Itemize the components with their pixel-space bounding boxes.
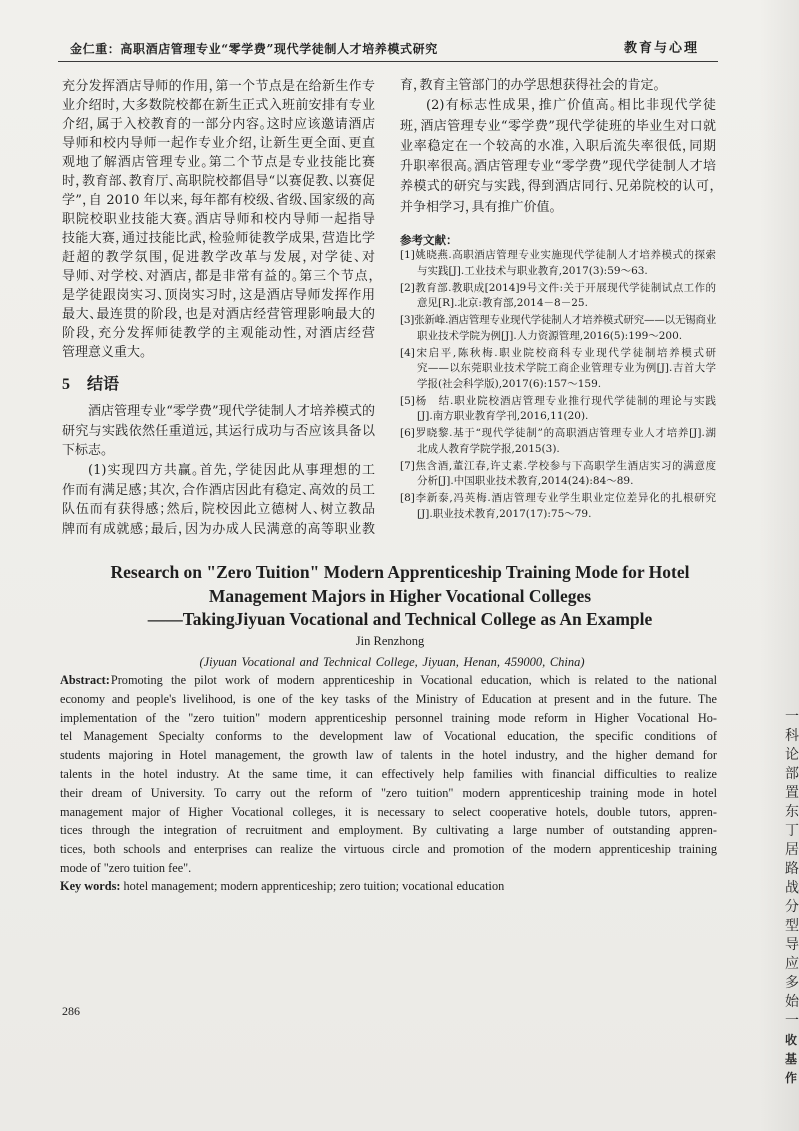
body-text-line: 升职率很高。酒店管理专业“零学费”现代学徒制人才培 bbox=[400, 159, 716, 175]
running-title: 金仁重：高职酒店管理专业“零学费”现代学徒制人才培养模式研究 bbox=[70, 42, 438, 56]
english-affiliation: (Jiyuan Vocational and Technical College, Jiyuan, Henan, 459000, China) bbox=[199, 655, 585, 669]
english-subtitle-line: ——TakingJiyuan Vocational and Technical College as An Example bbox=[147, 609, 653, 629]
keywords-label: Key words: bbox=[60, 879, 121, 893]
body-text-line: 阶段，充分发挥师徒教学的主观能动性，对酒店经营 bbox=[62, 326, 375, 341]
reference-line: [J].职业技术教育,2017(17):75～79. bbox=[417, 507, 592, 520]
english-author: Jin Renzhong bbox=[355, 634, 425, 648]
keywords-text: hotel management; modern apprenticeship; zero tuition; vocational education bbox=[123, 879, 505, 893]
body-text-line: 导师和校内导师一起作专业介绍，让新生更全面、更直 bbox=[62, 136, 375, 151]
reference-line: [1]姚晓燕.高职酒店管理专业实施现代学徒制人才培养模式的探索 bbox=[400, 249, 716, 261]
reference-line: [J].南方职业教育学刊,2016,11(20). bbox=[417, 410, 589, 422]
body-text-line: (1)实现四方共赢。首先，学徒因此从事理想的工 bbox=[88, 463, 375, 478]
reference-line: 究——以东莞职业技术学院工商企业管理专业为例[J].吉首大学 bbox=[417, 362, 716, 374]
abstract-line: tices, both schools and enterprises can realize the virtuous circle and promotion of the modern apprenticeship training bbox=[60, 842, 717, 857]
english-keywords bbox=[60, 877, 717, 896]
reference-line: 职业技术学院为例[J].人力资源管理,2016(5):199～200. bbox=[417, 329, 683, 342]
reference-line: [8]李新泰,冯英梅.酒店管理专业学生职业定位差异化的扎根研究 bbox=[400, 492, 716, 504]
abstract-line: talents in the hotel industry. At the same time, it can effectively help families with financial difficulties to realize bbox=[60, 766, 717, 781]
abstract-line: economy and people's livelihood, is one of the key tasks of the Ministry of Education at present and in the future. The bbox=[60, 691, 717, 706]
body-text-line: 队伍而有获得感；然后，院校因此立德树人、树立教品 bbox=[62, 502, 375, 518]
body-text-line: 最大、最连贯的阶段，也是对酒店经营管理影响最大的 bbox=[62, 307, 375, 322]
body-text-line: 赶超的教学氛围，促进教学改革与发展，对学徒、对 bbox=[62, 250, 375, 265]
abstract-line: students majoring in Hotel management, the growth law of talents in the hotel industry, and the higher demand for bbox=[60, 748, 717, 763]
facing-page-edge-glyph: 导 bbox=[785, 937, 799, 953]
reference-line: 分析[J].中国职业技术教育,2014(24):84～89. bbox=[417, 475, 634, 487]
body-paragraph bbox=[62, 461, 375, 539]
reference-line: 学报(社会科学版),2017(6):157～159. bbox=[417, 377, 602, 390]
facing-page-edge-glyph: 置 bbox=[785, 785, 799, 801]
body-text-line: 并争相学习，具有推广价值。 bbox=[400, 199, 557, 215]
facing-page-edge-glyph: 论 bbox=[785, 747, 799, 763]
facing-page-edge-glyph: 型 bbox=[785, 918, 799, 934]
body-text-line: 养模式的研究与实践，得到酒店同行、兄弟院校的认可， bbox=[400, 179, 716, 195]
reference-line: [5]杨 结.职业院校酒店管理专业推行现代学徒制的理论与实践 bbox=[400, 394, 716, 407]
body-text-line: 观地了解酒店管理专业。第二个节点是专业技能比赛 bbox=[62, 155, 375, 170]
journal-section-title: 教育与心理 bbox=[624, 41, 700, 56]
reference-item bbox=[400, 346, 716, 393]
facing-page-edge-glyph: 多 bbox=[785, 975, 799, 991]
body-text-line: 管理意义重大。 bbox=[62, 345, 147, 360]
english-title-line: Management Majors in Higher Vocational Colleges bbox=[208, 586, 592, 606]
facing-page-edge-glyph: 部 bbox=[785, 766, 799, 782]
body-text-line: 研究与实践依然任重道远，其运行成功与否应该具备以 bbox=[62, 423, 375, 439]
body-paragraph bbox=[62, 402, 375, 461]
body-text-line: 牌而有成就感；最后，因为办成人民满意的高等职业教 bbox=[62, 521, 375, 537]
header-rule bbox=[58, 61, 718, 62]
section-title: 结语 bbox=[87, 374, 120, 393]
body-paragraph bbox=[400, 76, 716, 96]
facing-page-edge-glyph: 一 bbox=[785, 709, 799, 725]
body-text-line: (2)有标志性成果，推广价值高。相比非现代学徒 bbox=[426, 98, 716, 114]
facing-page-edge-glyph: 科 bbox=[785, 728, 799, 744]
body-text-line: 是学徒跟岗实习、顶岗实习时，这是酒店导师发挥作用 bbox=[62, 288, 375, 303]
abstract-line: mode of "zero tuition fee". bbox=[60, 860, 192, 875]
facing-page-edge-glyph: 丁 bbox=[785, 823, 799, 839]
reference-item bbox=[400, 313, 716, 344]
body-text-line: 作而有满足感；其次，合作酒店因此有稳定、高效的员工 bbox=[62, 482, 375, 498]
abstract-line: management major of Higher Vocational colleges, it is necessary to select cooperative hotels, double tutors, appren- bbox=[60, 804, 717, 819]
facing-page-edge-glyph: 始 bbox=[785, 994, 799, 1010]
abstract-line: tices through the integration of recruitment and employment. By cultivating a large number of outstanding appren- bbox=[60, 823, 717, 838]
reference-list bbox=[400, 248, 716, 524]
facing-page-edge-glyph: 应 bbox=[785, 956, 799, 972]
body-paragraph bbox=[62, 77, 375, 362]
body-text-line: 业介绍时，大多数院校都在新生正式入班前安排有专业 bbox=[62, 98, 375, 113]
reference-item bbox=[400, 248, 716, 279]
english-title-line: Research on "Zero Tuition" Modern Apprenticeship Training Mode for Hotel bbox=[110, 562, 690, 582]
reference-line: 与实践[J].工业技术与职业教育,2017(3):59～63. bbox=[417, 264, 648, 277]
facing-page-edge-glyph: 收 bbox=[785, 1033, 798, 1047]
reference-item bbox=[400, 459, 716, 490]
facing-page-edge-glyph: 基 bbox=[785, 1052, 798, 1066]
reference-line: [2]教育部.教职成[2014]9号文件:关于开展现代学徒制试点工作的 bbox=[400, 281, 716, 294]
facing-page-edge-glyph: 路 bbox=[785, 861, 799, 877]
facing-page-edge bbox=[785, 708, 799, 1088]
body-text-line: 学”，自 2010 年以来，每年都有校级、省级、国家级的高 bbox=[62, 193, 375, 208]
body-text-line: 业率稳定在一个较高的水准，入职后流失率很低，同期 bbox=[400, 138, 716, 154]
references-heading: 参考文献： bbox=[400, 233, 458, 247]
section-heading bbox=[62, 373, 119, 395]
body-text-line: 时，教育部、教育厅、高职院校都倡导“以赛促教、以赛促 bbox=[62, 174, 375, 189]
facing-page-edge-glyph: 分 bbox=[785, 899, 799, 915]
reference-line: 意见[R].北京:教育部,2014－8－25. bbox=[417, 297, 588, 309]
body-text-line: 导师、对学校、对酒店，都是非常有益的。第三个节点， bbox=[62, 269, 375, 284]
reference-line: [6]罗晓黎.基于“现代学徒制”的高职酒店管理专业人才培养[J].湖 bbox=[400, 427, 716, 439]
body-text-line: 技能大赛，通过技能比武，检验师徒教学成果，营造比学 bbox=[62, 231, 375, 246]
reference-item bbox=[400, 394, 716, 425]
reference-item bbox=[400, 281, 716, 312]
reference-line: 北成人教育学院学报,2015(3). bbox=[417, 442, 560, 455]
facing-page-edge-glyph: 一 bbox=[785, 1013, 799, 1029]
abstract-line bbox=[60, 671, 717, 690]
reference-line: [3]张新峰.酒店管理专业现代学徒制人才培养模式研究——以无锡商业 bbox=[400, 314, 716, 326]
body-text-line: 酒店管理专业“零学费”现代学徒制人才培养模式的 bbox=[88, 404, 375, 419]
body-text-line: 职院校职业技能大赛。酒店导师和校内导师一起指导 bbox=[62, 212, 375, 227]
reference-item bbox=[400, 491, 716, 522]
page-number: 286 bbox=[62, 1004, 80, 1018]
body-paragraph bbox=[400, 96, 716, 218]
body-text-line: 班，酒店管理专业“零学费”现代学徒班的毕业生对口就 bbox=[400, 118, 716, 134]
body-text-line: 育，教育主管部门的办学思想获得社会的肯定。 bbox=[400, 78, 661, 93]
section-number: 5 bbox=[62, 376, 70, 393]
body-text-line: 介绍，属于入校教育的一部分内容。这时应该邀请酒店 bbox=[62, 117, 375, 132]
body-text-line: 下标志。 bbox=[62, 443, 108, 459]
abstract-line: tel Management Specialty conforms to the development law of Vocational education, the specific conditions of bbox=[60, 729, 717, 744]
facing-page-edge-glyph: 战 bbox=[785, 880, 799, 896]
facing-page-edge-glyph: 东 bbox=[785, 804, 799, 820]
abstract-line: their dream of University. To carry out the reform of "zero tuition" modern apprenticeship training mode in hotel bbox=[60, 785, 717, 800]
reference-item bbox=[400, 426, 716, 457]
body-text-line: 充分发挥酒店导师的作用，第一个节点是在给新生作专 bbox=[62, 79, 375, 94]
reference-line: [4]宋启平,陈秋梅.职业院校商科专业现代学徒制培养模式研 bbox=[400, 346, 716, 359]
reference-line: [7]焦含酒,董江春,许丈素.学校参与下高职学生酒店实习的满意度 bbox=[400, 459, 716, 472]
abstract-text: Promoting the pilot work of modern apprenticeship in Vocational education, which is related to the national bbox=[110, 673, 717, 687]
facing-page-edge-glyph: 作 bbox=[785, 1071, 798, 1085]
abstract-line: implementation of the "zero tuition" modern apprenticeship personnel training mode reform in Higher Vocational Ho- bbox=[60, 710, 717, 725]
facing-page-edge-glyph: 居 bbox=[785, 842, 799, 858]
english-abstract bbox=[60, 671, 717, 878]
abstract-label: Abstract: bbox=[60, 673, 110, 687]
